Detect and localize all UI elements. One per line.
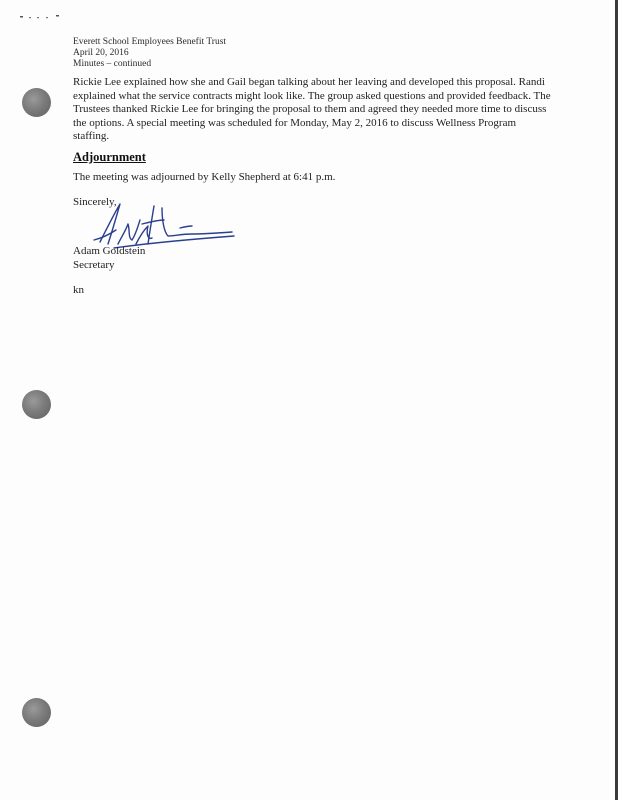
header-date: April 20, 2016 — [73, 48, 129, 58]
scan-specks — [20, 14, 64, 20]
adjournment-text: The meeting was adjourned by Kelly Shepherd at 6:41 p.m. — [73, 171, 336, 183]
punch-hole-top — [22, 88, 51, 117]
signer-block — [73, 245, 145, 272]
closing-salutation: Sincerely, — [73, 196, 117, 208]
punch-hole-middle — [22, 390, 51, 419]
document-header — [73, 37, 226, 70]
signer-title: Secretary — [73, 258, 115, 271]
header-subtitle: Minutes – continued — [73, 59, 152, 69]
signer-name: Adam Goldstein — [73, 245, 146, 257]
header-organization: Everett School Employees Benefit Trust — [73, 37, 227, 47]
minutes-paragraph: Rickie Lee explained how she and Gail began talking about her leaving and developed this proposal. Randi explained what the service contracts might look like. The group asked questions and provided feedback. The Trustees thanked Rickie Lee for bringing the proposal to them and agreed they needed more time to discuss the options. A special meeting was scheduled for Monday, May 2, 2016 to discuss Wellness Program staffing. — [73, 76, 551, 142]
punch-hole-bottom — [22, 698, 51, 727]
adjournment-heading: Adjournment — [73, 150, 146, 164]
typist-initials: kn — [73, 284, 84, 296]
